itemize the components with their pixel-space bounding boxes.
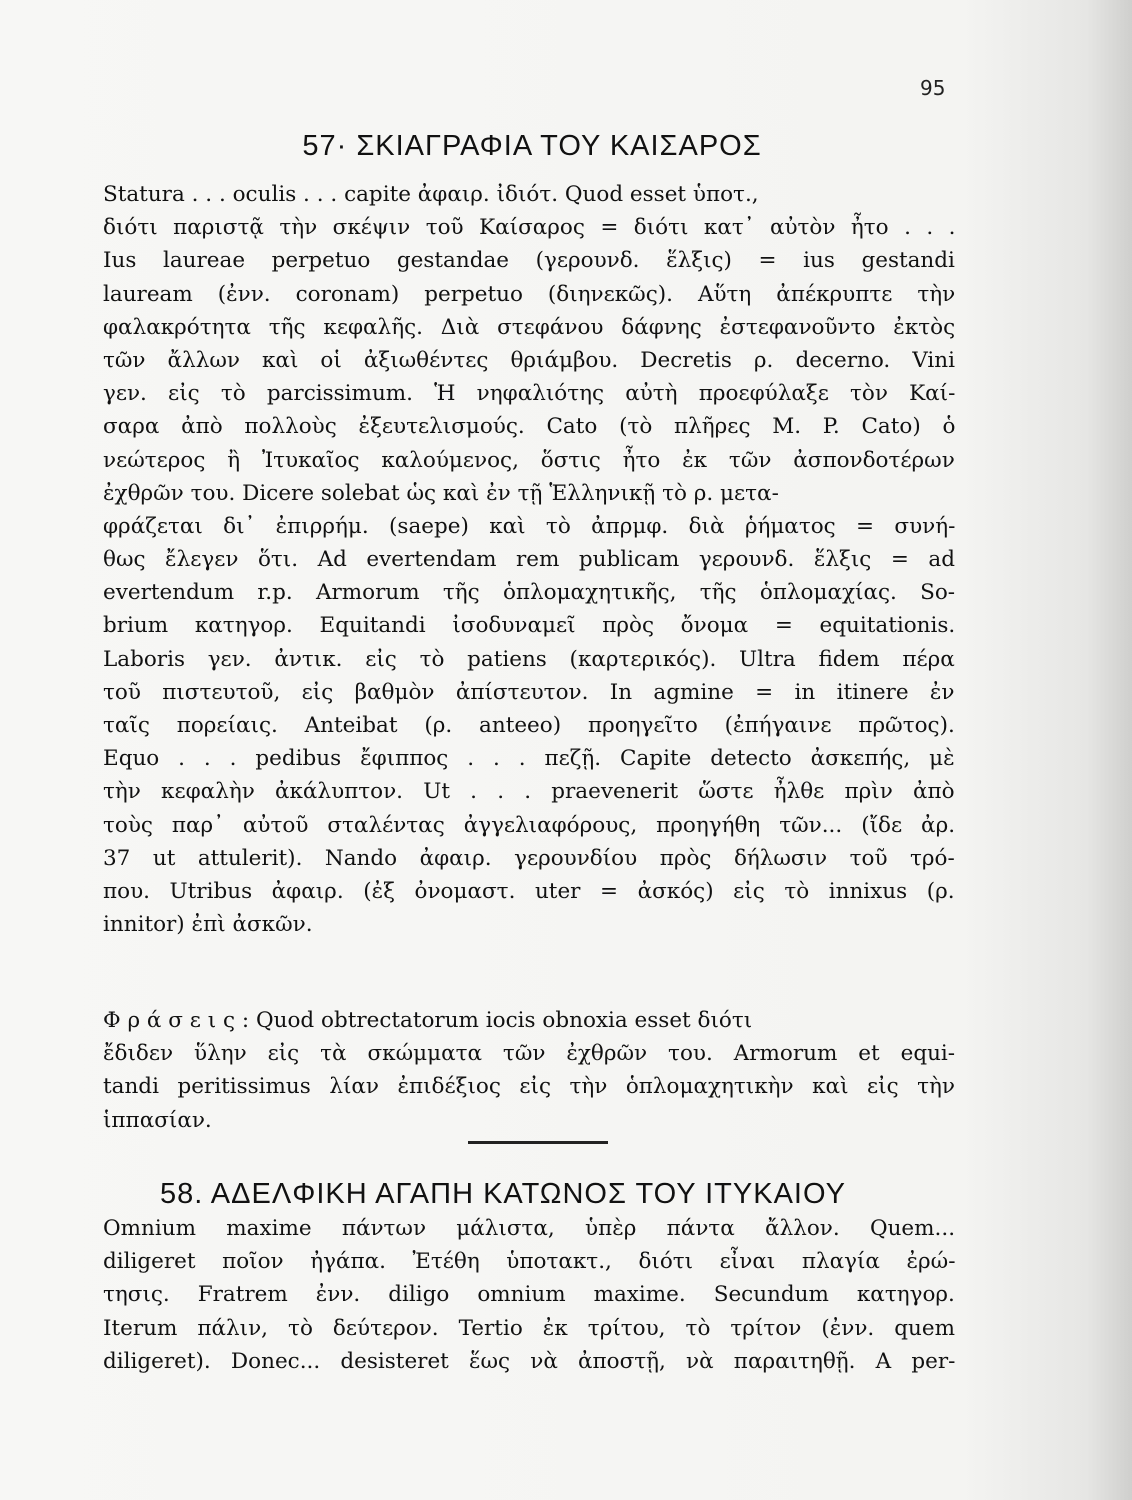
text-line: σαρα ἀπὸ πολλοὺς ἐξευτελισμούς. Cato (τὸ πλῆρες M. P. Cato) ὁ (103, 414, 956, 440)
text-line: Omnium maxime πάντων μάλιστα, ὑπὲρ πάντα ἄλλον. Quem... (103, 1216, 956, 1241)
text-line: ἐχθρῶν του. Dicere solebat ὡς καὶ ἐν τῇ Ἑλληνικῇ τὸ ρ. μετα- (103, 480, 779, 506)
text-line: τοὺς παρ᾽ αὐτοῦ σταλέντας ἀγγελιαφόρους, προηγήθη τῶν... (ἴδε ἀρ. (103, 812, 956, 838)
text-line: lauream (ἐνν. coronam) perpetuo (διηνεκῶς). Αὕτη ἀπέκρυπτε τὴν (103, 281, 956, 307)
text-line: Laboris γεν. ἀντικ. εἰς τὸ patiens (καρτερικός). Ultra fidem πέρα (103, 646, 955, 672)
text-line: νεώτερος ἢ Ἰτυκαῖος καλούμενος, ὅστις ἦτο ἐκ τῶν ἀσπονδοτέρων (103, 447, 955, 473)
section-58-commentary (103, 1212, 955, 1378)
section-57-heading: 57· ΣΚΙΑΓΡΑΦΙΑ ΤΟΥ ΚΑΙΣΑΡΟΣ (302, 130, 762, 162)
text-line: τῶν ἄλλων καὶ οἱ ἀξιωθέντες θριάμβου. Decretis ρ. decerno. Vini (103, 347, 956, 373)
text-line: που. Utribus ἀφαιρ. (ἐξ ὀνομαστ. uter = ἀσκός) εἰς τὸ innixus (ρ. (103, 878, 955, 904)
text-line: διότι παριστᾷ τὴν σκέψιν τοῦ Καίσαρος = διότι κατ᾽ αὐτὸν ἦτο . . . (103, 215, 956, 241)
text-line: ἱππασίαν. (103, 1107, 212, 1133)
text-line: diligeret). Donec... desisteret ἕως νὰ ἀποστῇ, νὰ παραιτηθῇ. A per- (103, 1348, 956, 1374)
text-line: ἔδιδεν ὕλην εἰς τὰ σκώμματα τῶν ἐχθρῶν του. Armorum et equi- (103, 1041, 956, 1067)
text-line: θως ἔλεγεν ὅτι. Ad evertendam rem publicam γερουνδ. ἕλξις = ad (103, 547, 955, 573)
text-line: Equo . . . pedibus ἔφιππος . . . πεζῇ. Capite detecto ἀσκεπής, μὲ (103, 746, 955, 772)
text-line: τοῦ πιστευτοῦ, εἰς βαθμὸν ἀπίστευτον. In agmine = in itinere ἐν (103, 679, 955, 705)
text-line: Statura . . . oculis . . . capite ἀφαιρ. ἰδιότ. Quod esset ὑποτ., (103, 182, 759, 207)
text-line: ταῖς πορείαις. Anteibat (ρ. anteeo) προηγεῖτο (ἐπήγαινε πρῶτος). (103, 713, 955, 738)
text-line: innitor) ἐπὶ ἀσκῶν. (103, 912, 313, 938)
text-line: brium κατηγορ. Equitandi ἰσοδυναμεῖ πρὸς ὄνομα = equitationis. (103, 613, 956, 639)
section-divider (468, 1141, 608, 1144)
section-57-commentary (103, 178, 955, 941)
text-line: evertendum r.p. Armorum τῆς ὁπλομαχητικῆς, τῆς ὁπλομαχίας. So- (103, 580, 956, 606)
text-line: 37 ut attulerit). Nando ἀφαιρ. γερουνδίου πρὸς δήλωσιν τοῦ τρό- (103, 845, 955, 871)
text-line: Iterum πάλιν, τὸ δεύτερον. Tertio ἐκ τρίτου, τὸ τρίτον (ἐνν. quem (103, 1315, 955, 1341)
text-line: Φ ρ ά σ ε ι ς : Quod obtrectatorum iocis obnoxia esset διότι (103, 1008, 753, 1033)
text-line: diligeret ποῖον ἠγάπα. Ἐτέθη ὑποτακτ., διότι εἶναι πλαγία ἐρώ- (103, 1249, 956, 1275)
text-line: τησις. Fratrem ἐνν. diligo omnium maxime. Secundum κατηγορ. (103, 1282, 955, 1308)
section-57-phrases (103, 1004, 955, 1137)
text-line: τὴν κεφαλὴν ἀκάλυπτον. Ut . . . praevenerit ὥστε ἦλθε πρὶν ἀπὸ (103, 779, 955, 805)
text-line: γεν. εἰς τὸ parcissimum. Ἡ νηφαλιότης αὐτὴ προεφύλαξε τὸν Καί- (103, 381, 956, 407)
section-58-heading: 58. ΑΔΕΛΦΙΚΗ ΑΓΑΠΗ ΚΑΤΩΝΟΣ ΤΟΥ ΙΤΥΚΑΙΟΥ (160, 1178, 846, 1210)
text-line: tandi peritissimus λίαν ἐπιδέξιος εἰς τὴν ὁπλομαχητικὴν καὶ εἰς τὴν (103, 1074, 955, 1100)
text-line: φαλακρότητα τῆς κεφαλῆς. Διὰ στεφάνου δάφνης ἐστεφανοῦντο ἐκτὸς (103, 314, 956, 340)
text-line: Ius laureae perpetuo gestandae (γερουνδ. ἕλξις) = ius gestandi (103, 248, 955, 274)
text-line: φράζεται δι᾽ ἐπιρρήμ. (saepe) καὶ τὸ ἀπρμφ. διὰ ῥήματος = συνή- (103, 513, 956, 539)
page-number: 95 (920, 76, 946, 100)
